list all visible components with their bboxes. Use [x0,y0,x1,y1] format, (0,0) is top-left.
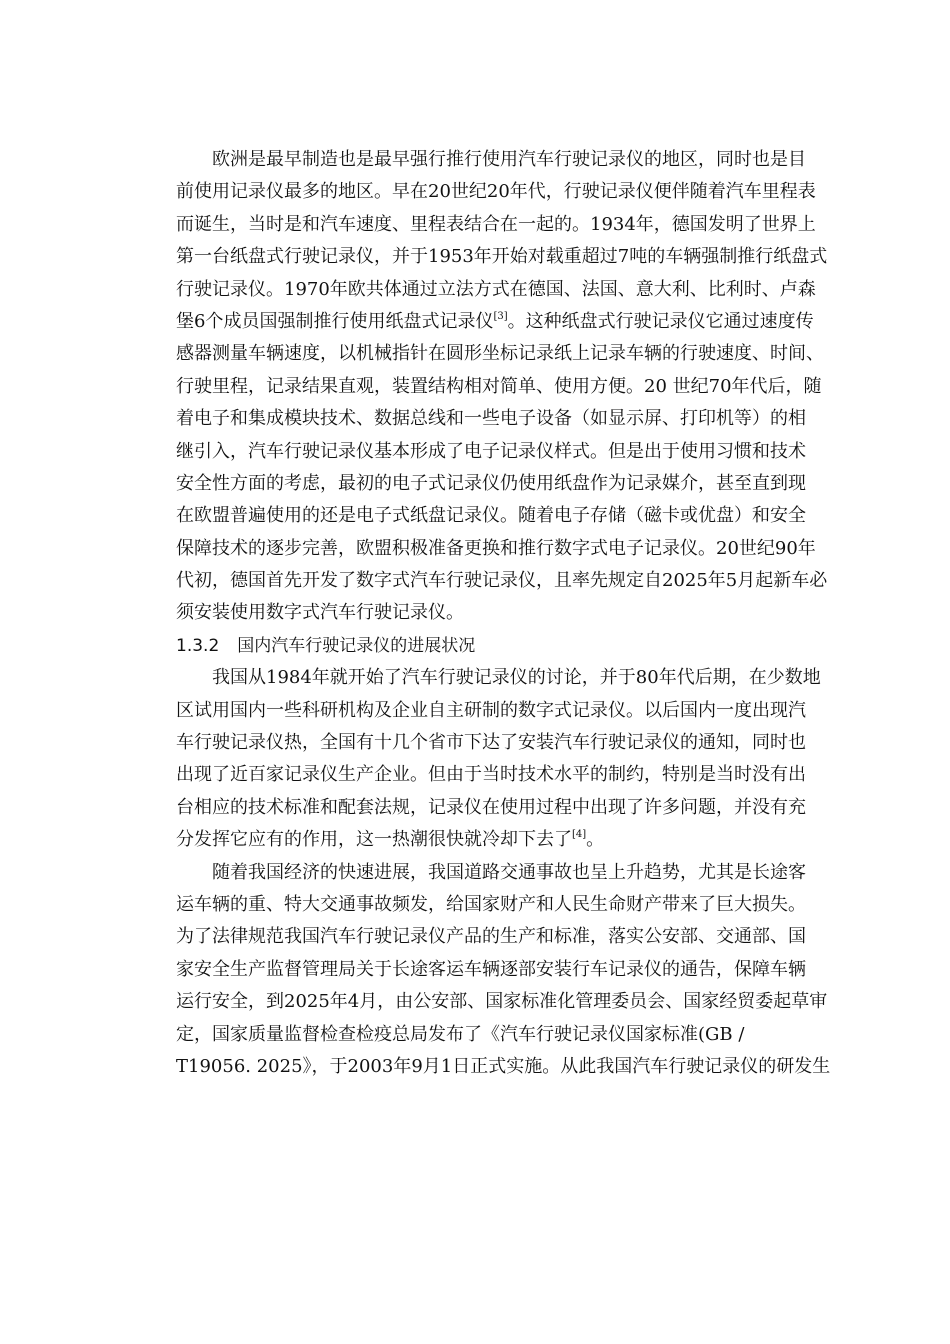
section-heading [176,630,857,662]
text-line: 随着我国经济的快速进展，我国道路交通事故也呈上升趋势，尤其是长途客 [212,861,806,883]
text-line-with-citation [176,824,857,856]
text-line-with-citation [176,306,857,338]
text-line: T19056. 2025》，于2003年9月1日正式实施。从此我国汽车行驶记录仪的研发生 [176,1055,831,1077]
text-line: 运车辆的重、特大交通事故频发，给国家财产和人民生命财产带来了巨大损失。 [176,893,806,915]
text-line: 第一台纸盘式行驶记录仪，并于1953年开始对载重超过7吨的车辆强制推行纸盘式 [176,246,828,268]
text-segment: 堡6个成员国强制推行使用纸盘式记录仪 [176,310,494,332]
text-line: 保障技术的逐步完善，欧盟积极准备更换和推行数字式电子记录仪。20世纪90年 [176,537,816,559]
section-number: 1.3.2 [176,635,220,656]
citation-ref-3: [3] [493,310,508,322]
text-line: 家安全生产监督管理局关于长途客运车辆逐部安装行车记录仪的通告，保障车辆 [176,958,806,980]
text-segment: 。 [586,829,605,851]
text-line: 我国从1984年就开始了汽车行驶记录仪的讨论，并于80年代后期，在少数地 [212,667,821,689]
paragraph-domestic-history [176,662,857,856]
text-line: 行驶记录仪。1970年欧共体通过立法方式在德国、法国、意大利、比利时、卢森 [176,278,816,300]
text-line: 为了法律规范我国汽车行驶记录仪产品的生产和标准，落实公安部、交通部、国 [176,926,806,948]
text-line: 而诞生，当时是和汽车速度、里程表结合在一起的。1934年，德国发明了世界上 [176,213,816,235]
text-line: 着电子和集成模块技术、数据总线和一些电子设备（如显示屏、打印机等）的相 [176,408,806,430]
text-line: 安全性方面的考虑，最初的电子式记录仪仍使用纸盘作为记录媒介，甚至直到现 [176,472,806,494]
text-line: 区试用国内一些科研机构及企业自主研制的数字式记录仪。以后国内一度出现汽 [176,699,806,721]
text-segment: 。这种纸盘式行驶记录仪它通过速度传 [507,310,814,332]
document-page [176,144,857,1083]
text-line: 代初，德国首先开发了数字式汽车行驶记录仪，且率先规定自2025年5月起新车必 [176,570,828,592]
text-line: 定，国家质量监督检查检疫总局发布了《汽车行驶记录仪国家标准(GB / [176,1023,745,1045]
text-line: 行驶里程，记录结果直观，装置结构相对简单、使用方便。20 世纪70年代后，随 [176,375,822,397]
text-line: 继引入，汽车行驶记录仪基本形成了电子记录仪样式。但是出于使用习惯和技术 [176,440,806,462]
text-line: 台相应的技术标准和配套法规，记录仪在使用过程中出现了许多问题，并没有充 [176,796,806,818]
text-line: 出现了近百家记录仪生产企业。但由于当时技术水平的制约，特别是当时没有出 [176,764,806,786]
citation-ref-4: [4] [572,829,587,841]
text-line: 车行驶记录仪热，全国有十几个省市下达了安装汽车行驶记录仪的通知，同时也 [176,732,806,754]
text-line: 前使用记录仪最多的地区。早在20世纪20年代，行驶记录仪便伴随着汽车里程表 [176,181,816,203]
text-line: 在欧盟普遍使用的还是电子式纸盘记录仪。随着电子存储（磁卡或优盘）和安全 [176,505,806,527]
paragraph-europe-history [176,144,857,630]
text-line: 感器测量车辆速度，以机械指针在圆形坐标记录纸上记录车辆的行驶速度、时间、 [176,343,824,365]
paragraph-national-standard [176,857,857,1084]
text-segment: 分发挥它应有的作用，这一热潮很快就冷却下去了 [176,829,572,851]
text-line: 欧洲是最早制造也是最早强行推行使用汽车行驶记录仪的地区，同时也是目 [212,149,806,170]
text-line: 运行安全，到2025年4月，由公安部、国家标准化管理委员会、国家经贸委起草审 [176,991,828,1013]
text-line: 须安装使用数字式汽车行驶记录仪。 [176,602,464,624]
section-title: 国内汽车行驶记录仪的进展状况 [237,635,476,656]
